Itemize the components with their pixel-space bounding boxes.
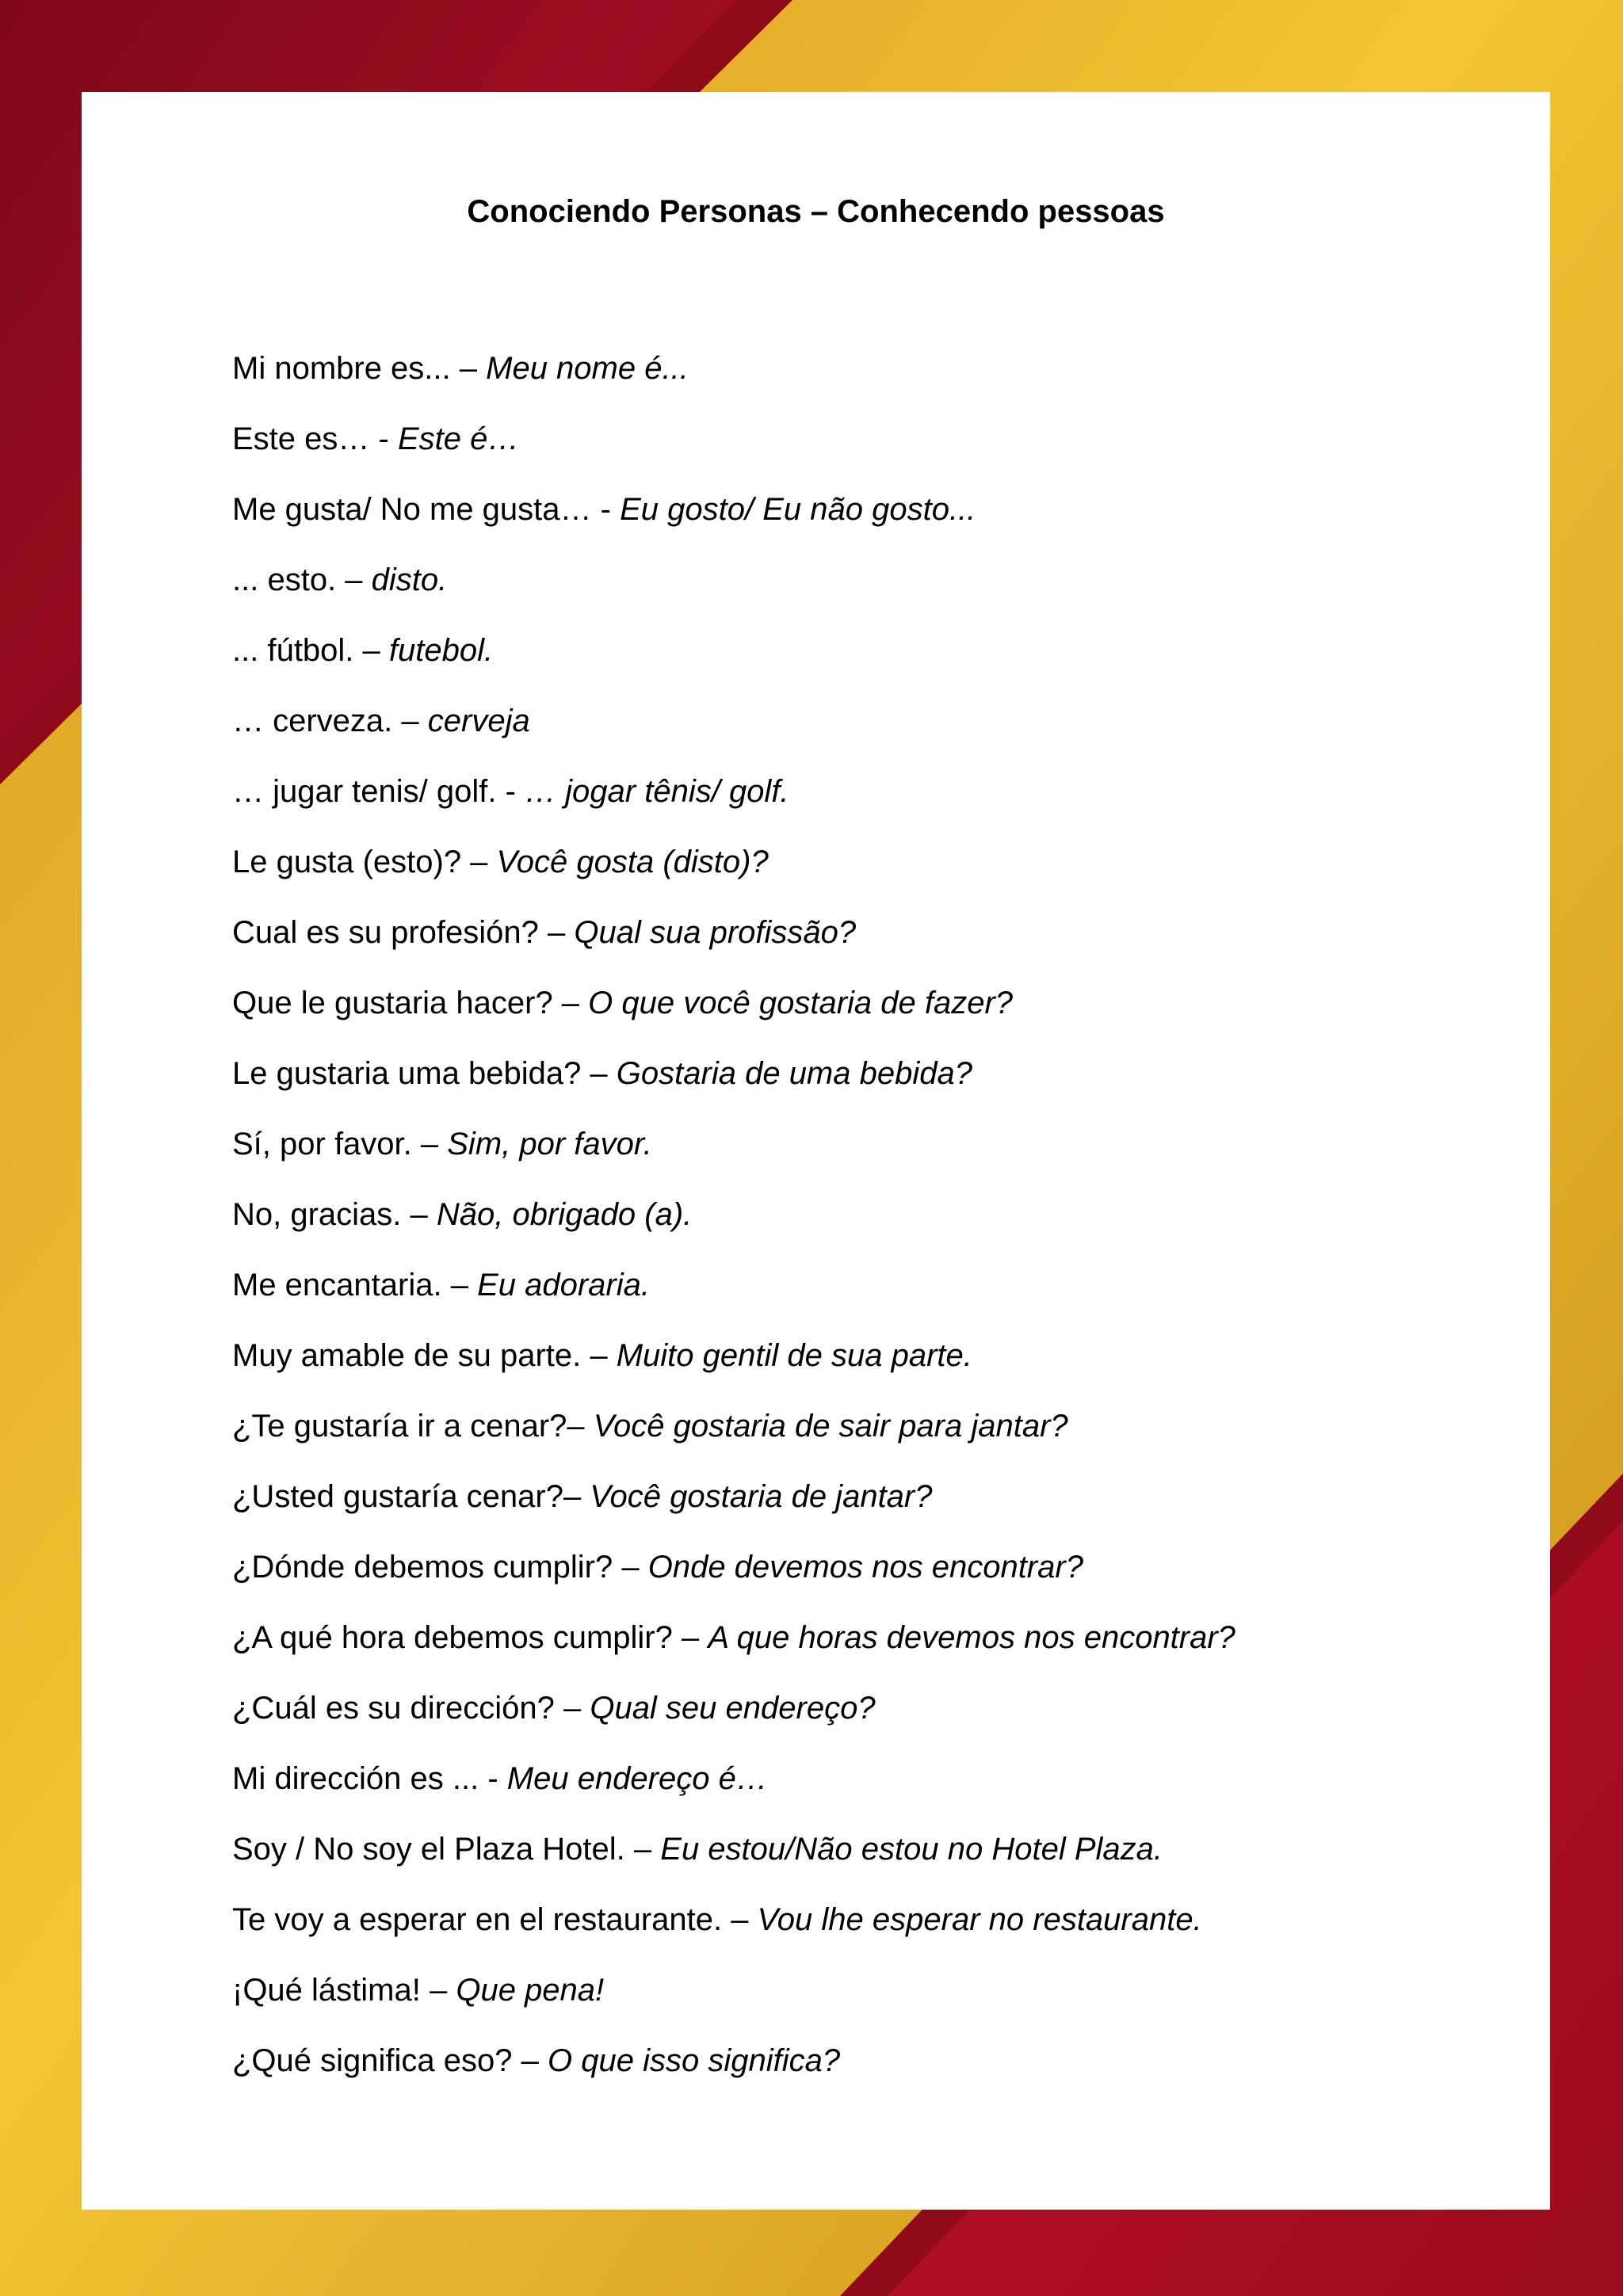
phrase-portuguese: Muito gentil de sua parte. (616, 1338, 972, 1373)
phrase-spanish: Te voy a esperar en el restaurante. – (232, 1902, 758, 1937)
phrase-spanish: Mi dirección es ... - (232, 1761, 507, 1796)
phrase-line (232, 968, 1235, 1039)
phrase-line (232, 827, 1235, 898)
phrase-spanish: Me encantaria. – (232, 1268, 478, 1302)
phrase-portuguese: O que isso significa? (548, 2043, 841, 2078)
phrase-spanish: Le gusta (esto)? – (232, 845, 497, 879)
document-sheet (82, 92, 1550, 2210)
phrase-spanish: ¿Usted gustaría cenar?– (232, 1479, 590, 1514)
phrase-spanish: Que le gustaria hacer? – (232, 986, 589, 1020)
phrase-line (232, 898, 1235, 968)
phrase-line (232, 475, 1235, 545)
phrase-portuguese: A que horas devemos nos encontrar? (708, 1620, 1235, 1655)
phrase-line (232, 1673, 1235, 1744)
phrase-spanish: … cerveza. – (232, 704, 428, 738)
phrase-line (232, 1180, 1235, 1250)
phrase-line (232, 1814, 1235, 1885)
phrase-spanish: ... fútbol. – (232, 633, 389, 668)
phrase-portuguese: Você gosta (disto)? (496, 845, 769, 879)
phrase-spanish: Me gusta/ No me gusta… - (232, 492, 621, 527)
phrase-portuguese: Você gostaria de jantar? (590, 1479, 933, 1514)
phrase-spanish: … jugar tenis/ golf. - (232, 774, 525, 809)
phrase-portuguese: Gostaria de uma bebida? (616, 1056, 972, 1091)
phrase-line (232, 1603, 1235, 1673)
phrase-line (232, 1321, 1235, 1391)
phrase-line (232, 1039, 1235, 1109)
phrase-line (232, 1391, 1235, 1462)
phrase-portuguese: Qual seu endereço? (590, 1691, 876, 1726)
phrase-line (232, 1885, 1235, 1955)
phrase-spanish: Soy / No soy el Plaza Hotel. – (232, 1832, 661, 1867)
phrase-spanish: No, gracias. – (232, 1197, 437, 1232)
phrase-line (232, 1250, 1235, 1321)
phrase-portuguese: Meu endereço é… (506, 1761, 768, 1796)
phrase-portuguese: O que você gostaria de fazer? (588, 986, 1014, 1020)
phrase-line (232, 1955, 1235, 2026)
phrase-line (232, 1462, 1235, 1532)
phrase-portuguese: futebol. (388, 633, 494, 668)
phrase-line (232, 404, 1235, 475)
phrase-line (232, 616, 1235, 686)
phrase-spanish: Cual es su profesión? – (232, 915, 575, 950)
phrase-line (232, 1744, 1235, 1814)
phrase-portuguese: Qual sua profissão? (574, 915, 857, 950)
phrase-line (232, 1109, 1235, 1180)
phrase-line (232, 2026, 1235, 2096)
phrase-portuguese: Onde devemos nos encontrar? (647, 1550, 1083, 1585)
phrase-portuguese: Este é… (397, 421, 520, 456)
phrase-line (232, 686, 1235, 757)
document-title: Conociendo Personas – Conhecendo pessoas (467, 194, 1165, 229)
phrase-spanish: ¡Qué lástima! – (232, 1973, 456, 2008)
phrase-portuguese: Eu estou/Não estou no Hotel Plaza. (660, 1832, 1163, 1867)
phrase-portuguese: Você gostaria de sair para jantar? (593, 1409, 1068, 1444)
phrase-portuguese: Vou lhe esperar no restaurante. (757, 1902, 1202, 1937)
phrase-line (232, 757, 1235, 827)
phrase-portuguese: Eu gosto/ Eu não gosto... (620, 492, 976, 527)
phrase-portuguese: … jogar tênis/ golf. (525, 774, 789, 809)
phrase-spanish: ¿Te gustaría ir a cenar?– (232, 1409, 594, 1444)
phrase-spanish: ¿A qué hora debemos cumplir? – (232, 1620, 708, 1655)
phrase-list (232, 334, 1235, 2096)
phrase-portuguese: cerveja (427, 704, 530, 738)
phrase-portuguese: Meu nome é... (486, 351, 689, 386)
phrase-line (232, 334, 1235, 404)
phrase-portuguese: Sim, por favor. (447, 1127, 652, 1161)
phrase-spanish: Le gustaria uma bebida? – (232, 1056, 617, 1091)
phrase-spanish: ... esto. – (232, 563, 372, 597)
phrase-spanish: Mi nombre es... – (232, 351, 487, 386)
phrase-spanish: ¿Dónde debemos cumplir? – (232, 1550, 648, 1585)
phrase-portuguese: Eu adoraria. (477, 1268, 650, 1302)
phrase-spanish: ¿Cuál es su dirección? – (232, 1691, 590, 1726)
phrase-portuguese: Que pena! (456, 1973, 605, 2008)
phrase-line (232, 545, 1235, 616)
phrase-portuguese: disto. (371, 563, 448, 597)
phrase-line (232, 1532, 1235, 1603)
phrase-spanish: Sí, por favor. – (232, 1127, 448, 1161)
phrase-spanish: Muy amable de su parte. – (232, 1338, 617, 1373)
phrase-spanish: Este es… - (232, 421, 398, 456)
phrase-portuguese: Não, obrigado (a). (436, 1197, 693, 1232)
phrase-spanish: ¿Qué significa eso? – (232, 2043, 548, 2078)
